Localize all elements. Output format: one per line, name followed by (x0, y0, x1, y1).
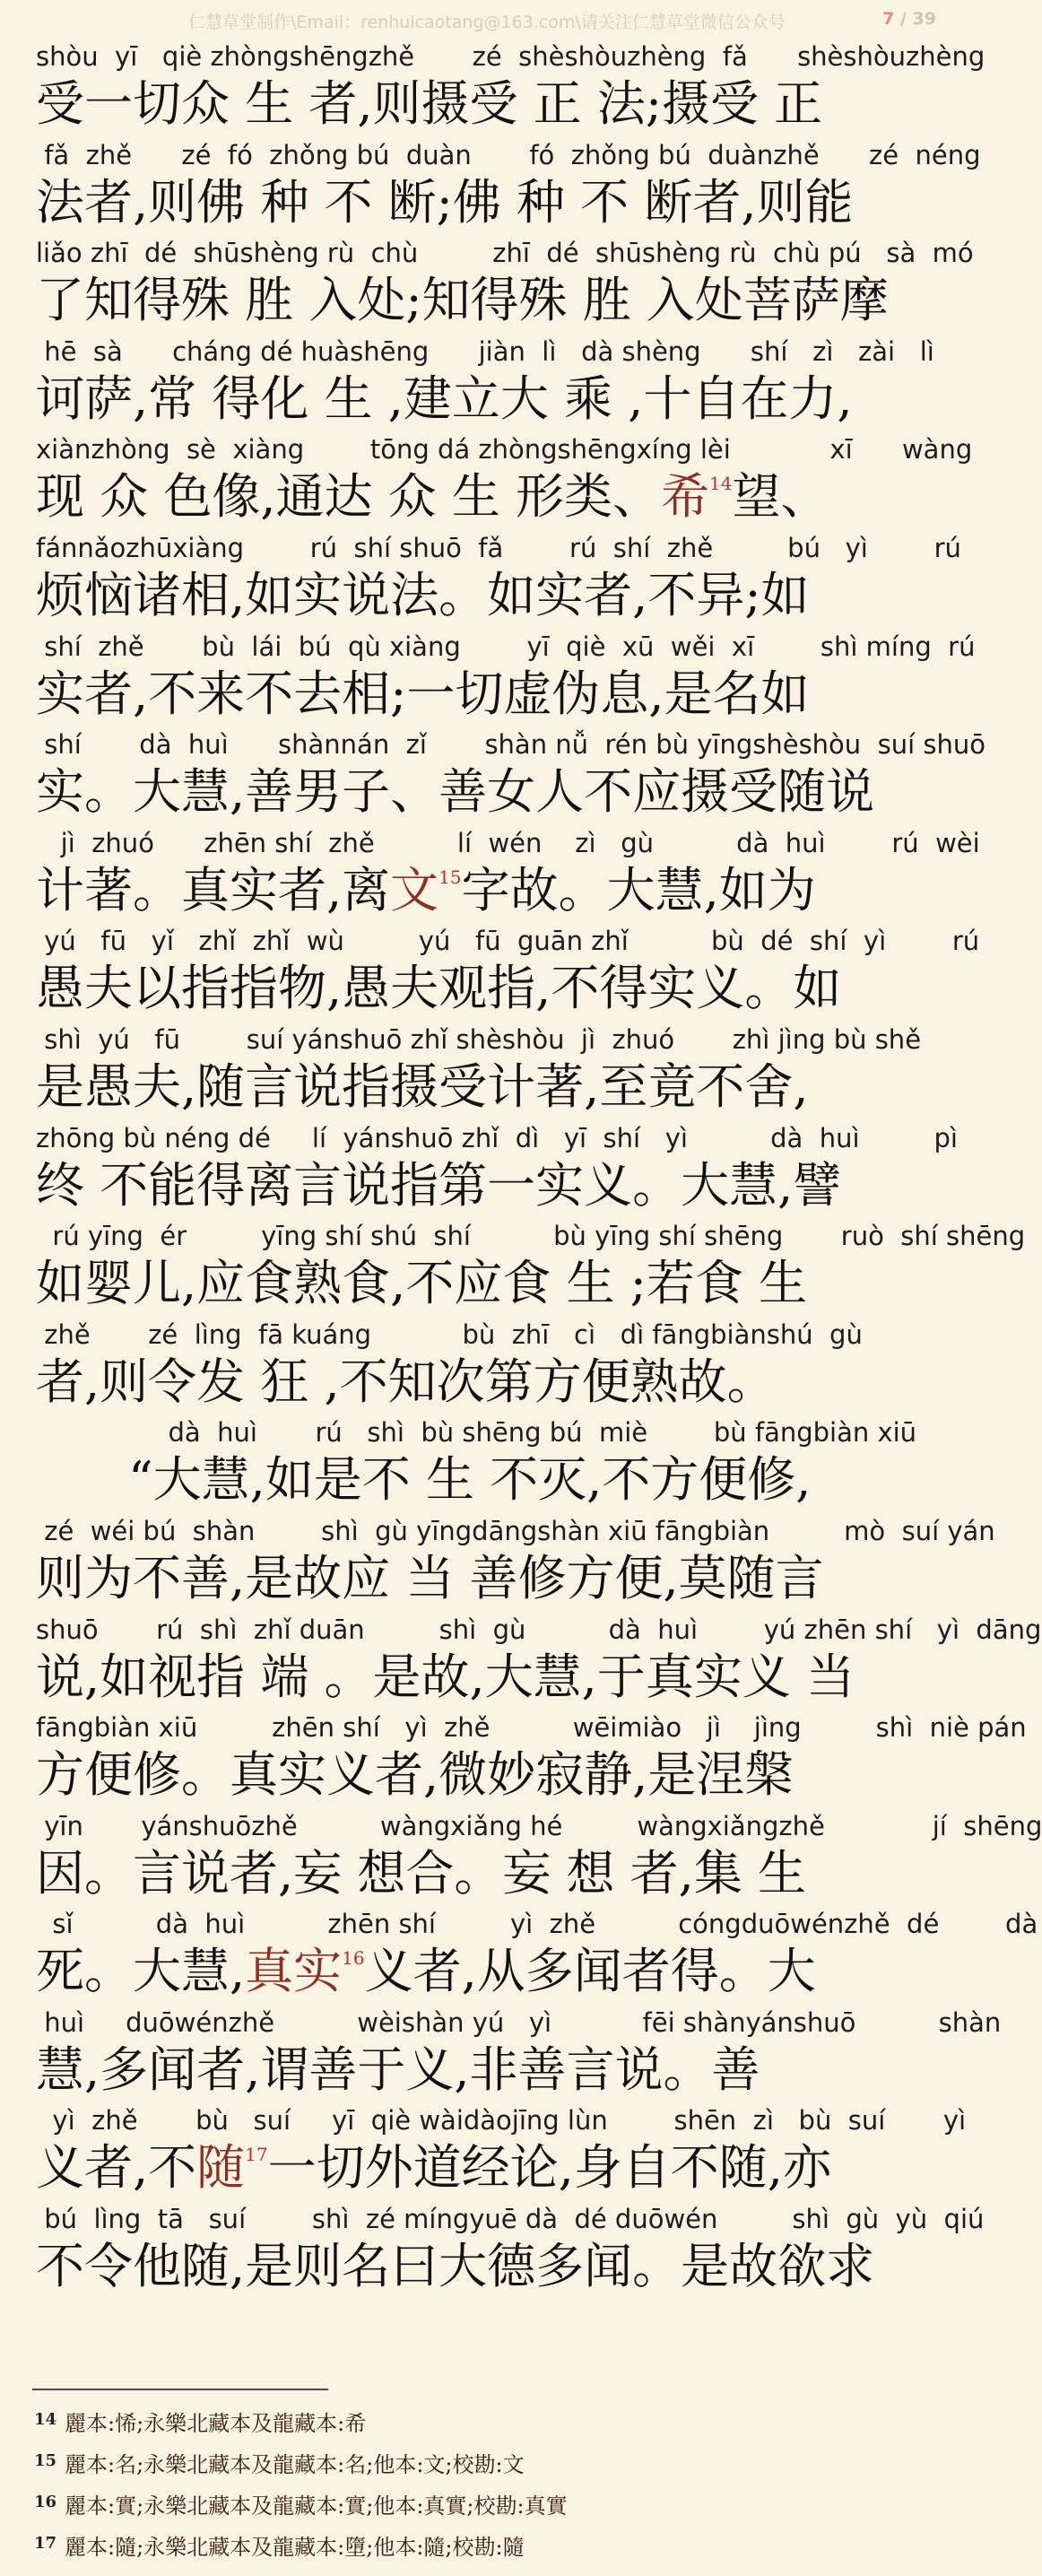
pinyin-line: shí dà huì shànnán zǐ shàn nǚ rén bù yīngshèshòu suí shuō (36, 729, 986, 761)
text-segment: 计著。真实者,离 (36, 861, 391, 918)
hanzi-line (36, 1943, 942, 2000)
footnote-text: 麗本:名;永樂北藏本及龍藏本:名;他本:文;校勘:文 (65, 2452, 525, 2477)
pinyin-line: zé wéi bú shàn shì gù yīngdāngshàn xiū fāngbiàn mò suí yán (36, 1515, 995, 1546)
footnote-number: 16 (34, 2493, 57, 2511)
hanzi-line (36, 862, 942, 919)
text-line (36, 2004, 1002, 2102)
text-segment: 者,则令发 狂 ,不知次第方便熟故。 (36, 1353, 776, 1410)
footnote-item (34, 2484, 931, 2525)
text-line (36, 2200, 985, 2299)
page-total: 39 (912, 9, 936, 29)
hanzi-line (36, 960, 942, 1017)
footnote-item (34, 2401, 931, 2442)
text-segment: 说,如视指 端 。是故,大慧,于真实义 当 (36, 1648, 855, 1705)
hanzi-line (36, 468, 942, 526)
footnote-marker: 14 (709, 473, 733, 495)
text-segment: 慧,多闻者,谓善于义,非善言说。善 (36, 2041, 760, 2098)
pinyin-line: shí zhě bù lái bú qù xiàng yī qiè xū wěi xī shì míng rú (36, 631, 976, 662)
text-segment: 实者,不来不去相;一切虚伪息,是名如 (36, 665, 810, 722)
page-header (0, 9, 968, 39)
hanzi-line (36, 272, 942, 329)
text-segment: “大慧,如是不 生 不灭,不方便修, (36, 1451, 812, 1509)
text-segment: 终 不能得离言说指第一实义。大慧,譬 (36, 1156, 842, 1214)
text-line (36, 431, 973, 529)
pinyin-line: xiànzhòng sè xiàng tōng dá zhòngshēngxíng lèi xī wàng (36, 434, 973, 466)
pinyin-line: rú yīng ér yīng shí shú shí bù yīng shí shēng ruò shí shēng (36, 1221, 1026, 1252)
text-segment: 不令他随,是则名曰大德多闻。是故欲求 (36, 2238, 875, 2295)
page-indicator (882, 9, 936, 29)
text-segment: 实。大慧,善男子、善女人不应摄受随说 (36, 763, 875, 821)
hanzi-line (36, 75, 942, 133)
text-line (36, 529, 961, 628)
hanzi-line (36, 2139, 942, 2197)
text-line (36, 333, 942, 431)
footnote-item (34, 2525, 931, 2566)
hanzi-line (36, 1649, 942, 1706)
text-line (36, 1611, 1042, 1710)
hanzi-line (36, 1845, 942, 1902)
footnote-number: 15 (34, 2451, 57, 2470)
text-line (36, 1021, 942, 1119)
text-segment: 方便修。真实义者,微妙寂静,是涅槃 (36, 1746, 794, 1804)
hanzi-line (36, 1255, 942, 1312)
text-line (36, 1217, 1026, 1316)
text-segment: 受一切众 生 者,则摄受 正 法;摄受 正 (36, 75, 823, 132)
text-segment: 愚夫以指指物,愚夫观指,不得实义。如 (36, 960, 842, 1017)
text-segment: 则为不善,是故应 当 善修方便,莫随言 (36, 1549, 824, 1606)
pinyin-line: yì zhě bù suí yī qiè wàidàojīng lùn shēn zì bù suí yì (36, 2105, 967, 2137)
text-segment: 现 众 色像,通达 众 生 形类、 (36, 468, 661, 526)
hanzi-line (36, 2041, 942, 2099)
pinyin-line: shì yú fū suí yánshuō zhǐ shèshòu jì zhuó zhì jìng bù shě (36, 1023, 922, 1055)
text-line (36, 1316, 942, 1414)
scripture-text (36, 38, 1042, 2299)
text-line (36, 1512, 995, 1611)
hanzi-line (36, 1746, 942, 1804)
variant-character: 文 (390, 861, 439, 918)
hanzi-line (36, 1550, 942, 1607)
variant-character: 真实 (245, 1943, 343, 2000)
text-line (36, 1709, 1027, 1807)
text-segment: 死。大慧, (36, 1943, 246, 2000)
hanzi-line (36, 370, 942, 428)
footnotes (34, 2401, 931, 2566)
footnote-divider (32, 2389, 328, 2390)
pinyin-line: dà huì rú shì bù shēng bú miè bù fāngbiàn xiū (36, 1417, 917, 1449)
text-segment: 一切外道经论,身自不随,亦 (267, 2139, 831, 2197)
text-line (36, 234, 974, 333)
footnote-item (34, 2442, 931, 2484)
text-segment: 义者,从多闻者得。大 (364, 1943, 816, 2000)
variant-character: 随 (196, 2139, 246, 2197)
hanzi-line (36, 1058, 942, 1116)
text-segment: 因。言说者,妄 想合。妄 想 者,集 生 (36, 1844, 806, 1902)
page-current: 7 (882, 9, 895, 29)
pinyin-line: fánnǎozhūxiàng rú shí shuō fǎ rú shí zhě bú yì rú (36, 532, 961, 563)
footnote-text: 麗本:悕;永樂北藏本及龍藏本:希 (65, 2411, 367, 2436)
footnote-marker: 17 (245, 2144, 268, 2166)
pinyin-line: zhōng bù néng dé lí yánshuō zhǐ dì yī shí yì dà huì pì (36, 1122, 958, 1153)
text-line (36, 922, 980, 1021)
hanzi-line (36, 666, 942, 723)
pinyin-line: shuō rú shì zhǐ duān shì gù dà huì yú zhēn shí yì dāng (36, 1614, 1042, 1645)
pinyin-line: hē sà cháng dé huàshēng jiàn lì dà shèng shí zì zài lì (36, 335, 934, 367)
pinyin-line: fāngbiàn xiū zhēn shí yì zhě wēimiào jì jìng shì niè pán (36, 1712, 1027, 1744)
text-segment: 字故。大慧,如为 (461, 861, 816, 918)
pinyin-line: jì zhuó zhēn shí zhě lí wén zì gù dà huì rú wèi (36, 827, 980, 858)
text-line (36, 136, 981, 235)
pinyin-line: yú fū yǐ zhǐ zhǐ wù yú fū guān zhǐ bù dé shí yì rú (36, 926, 980, 957)
text-line (36, 1414, 942, 1512)
hanzi-line (36, 567, 942, 624)
text-line (36, 628, 976, 727)
footnote-number: 14 (34, 2410, 57, 2429)
pinyin-line: huì duōwénzhě wèishàn yú yì fēi shànyánshuō shàn (36, 2006, 1002, 2038)
hanzi-line (36, 174, 942, 231)
text-segment: 如婴儿,应食熟食,不应食 生 ;若食 生 (36, 1255, 808, 1312)
text-segment: 了知得殊 胜 入处;知得殊 胜 入处菩萨摩 (36, 272, 889, 329)
text-line (36, 1119, 958, 1218)
footnote-text: 麗本:實;永樂北藏本及龍藏本:實;他本:真實;校勘:真實 (65, 2493, 568, 2519)
pinyin-line: liǎo zhī dé shūshèng rù chù zhī dé shūshèng rù chù pú sà mó (36, 238, 974, 269)
text-segment: 法者,则佛 种 不 断;佛 种 不 断者,则能 (36, 173, 854, 231)
hanzi-line (36, 1157, 942, 1214)
hanzi-line (36, 2238, 942, 2295)
footnote-marker: 16 (342, 1947, 365, 1970)
text-line (36, 1807, 1042, 1906)
text-segment: 望、 (732, 468, 829, 526)
hanzi-line (36, 1451, 942, 1509)
pinyin-line: bú lìng tā suí shì zé míngyuē dà dé duōwén shì gù yù qiú (36, 2204, 985, 2235)
text-segment: 义者,不 (36, 2139, 197, 2197)
text-segment: 烦恼诸相,如实说法。如实者,不异;如 (36, 566, 810, 623)
pinyin-line: zhě zé lìng fā kuáng bù zhī cì dì fāngbiànshú gù (36, 1318, 863, 1350)
text-segment: 是愚夫,随言说指摄受计著,至竟不舍, (36, 1057, 809, 1115)
hanzi-line (36, 1353, 942, 1411)
pinyin-line: shòu yī qiè zhòngshēngzhě zé shèshòuzhèng fǎ shèshòuzhèng (36, 41, 986, 72)
text-line (36, 2102, 967, 2200)
pinyin-line: yīn yánshuōzhě wàngxiǎng hé wàngxiǎngzhě jí shēng (36, 1810, 1042, 1841)
text-line (36, 824, 980, 923)
variant-character: 希 (661, 468, 709, 526)
page-separator: / (894, 9, 913, 29)
text-line (36, 726, 986, 824)
pinyin-line: sǐ dà huì zhēn shí yì zhě cóngduōwénzhě dé dà (36, 1909, 1038, 1940)
pinyin-line: fǎ zhě zé fó zhǒng bú duàn fó zhǒng bú duànzhě zé néng (36, 139, 981, 170)
hanzi-line (36, 763, 942, 821)
footnote-text: 麗本:隨;永樂北藏本及龍藏本:墮;他本:隨;校勘:隨 (65, 2535, 525, 2560)
footnote-marker: 15 (439, 866, 462, 888)
header-title: 仁慧草堂制作\Email：renhuicaotang@163.com\请关注仁慧草堂微信公众号 (188, 13, 786, 32)
text-segment: 诃萨,常 得化 生 ,建立大 乘 ,十自在力, (36, 370, 853, 427)
text-line (36, 1905, 1038, 2004)
footnote-number: 17 (34, 2534, 57, 2553)
text-line (36, 38, 986, 136)
